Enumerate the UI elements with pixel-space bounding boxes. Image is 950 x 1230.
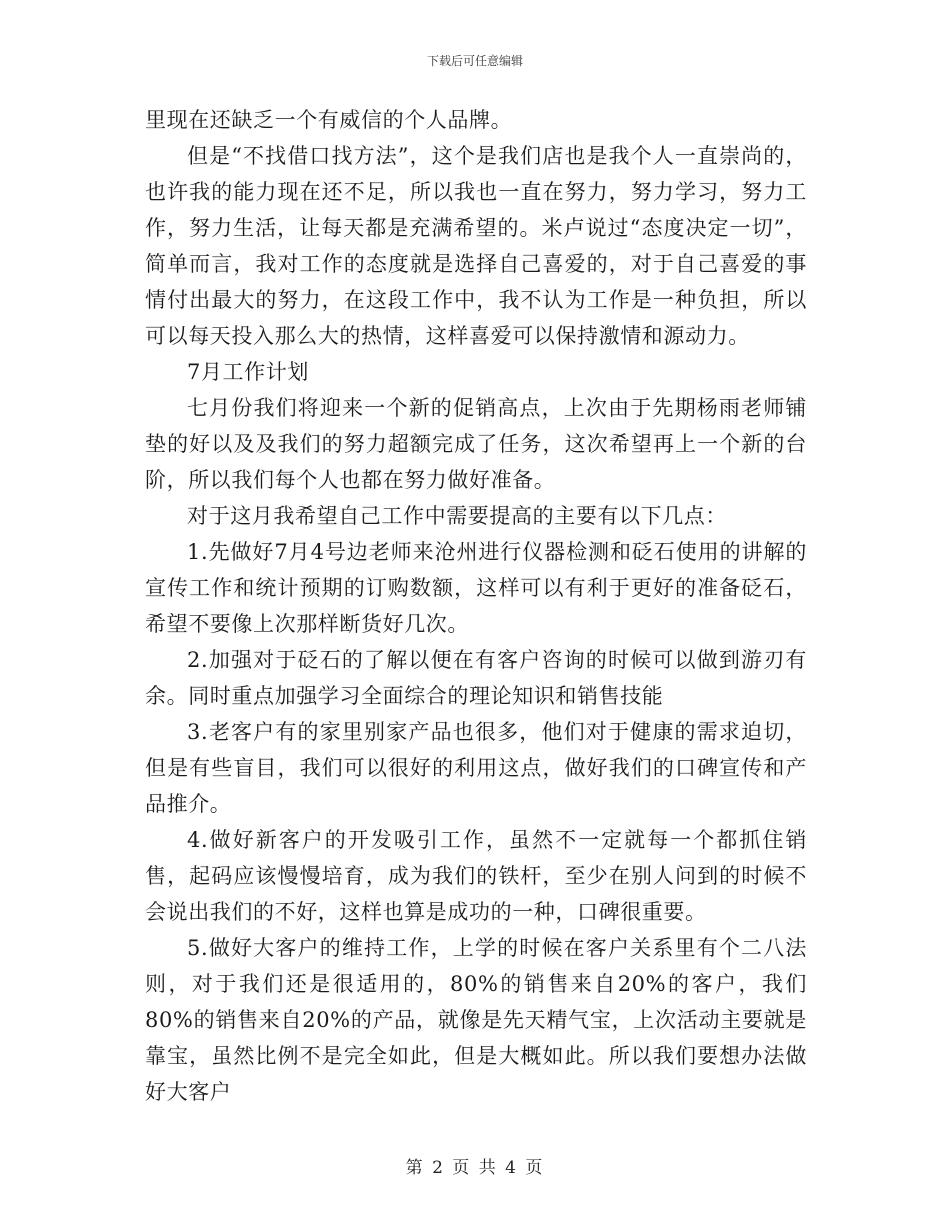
paragraph-2: 但是“不找借口找方法”，这个是我们店也是我个人一直崇尚的，也许我的能力现在还不足，所以我也一直在努力，努力学习，努力工作，努力生活，让每天都是充满希望的。米卢说过“态度决定一切”，简单而言，我对工作的态度就是选择自己喜爱的，对于自己喜爱的事情付出最大的努力，在这段工作中，我不认为工作是一种负担，所以可以每天投入那么大的热情，这样喜爱可以保持激情和源动力。 [145,144,807,348]
section-heading-july-plan: 7月工作计划 [187,360,309,384]
paragraph-1: 里现在还缺乏一个有威信的个人品牌。 [145,108,513,132]
list-item-3: 3.老客户有的家里别家产品也很多，他们对于健康的需求迫切，但是有些盲目，我们可以很好的利用这点，做好我们的口碑宣传和产品推介。 [145,720,807,816]
page-number-footer: 第 2 页 共 4 页 [405,1158,545,1178]
document-body [145,102,807,1110]
page-header: 下载后可任意编辑 [426,54,523,68]
list-item-2: 2.加强对于砭石的了解以便在有客户咨询的时候可以做到游刃有余。同时重点加强学习全面综合的理论知识和销售技能 [145,648,807,708]
list-item-1: 1.先做好7月4号边老师来沧州进行仪器检测和砭石使用的讲解的宣传工作和统计预期的订购数额，这样可以有利于更好的准备砭石，希望不要像上次那样断货好几次。 [145,540,807,636]
list-item-5: 5.做好大客户的维持工作，上学的时候在客户关系里有个二八法则，对于我们还是很适用的，80%的销售来自20%的客户，我们80%的销售来自20%的产品，就像是先天精气宝，上次活动主要就是靠宝，虽然比例不是完全如此，但是大概如此。所以我们要想办法做好大客户 [145,936,807,1104]
paragraph-4: 七月份我们将迎来一个新的促销高点，上次由于先期杨雨老师铺垫的好以及及我们的努力超额完成了任务，这次希望再上一个新的台阶，所以我们每个人也都在努力做好准备。 [145,396,807,492]
list-item-4: 4.做好新客户的开发吸引工作，虽然不一定就每一个都抓住销售，起码应该慢慢培育，成为我们的铁杆，至少在别人问到的时候不会说出我们的不好，这样也算是成功的一种，口碑很重要。 [145,828,807,924]
paragraph-5: 对于这月我希望自己工作中需要提高的主要有以下几点： [187,504,727,528]
